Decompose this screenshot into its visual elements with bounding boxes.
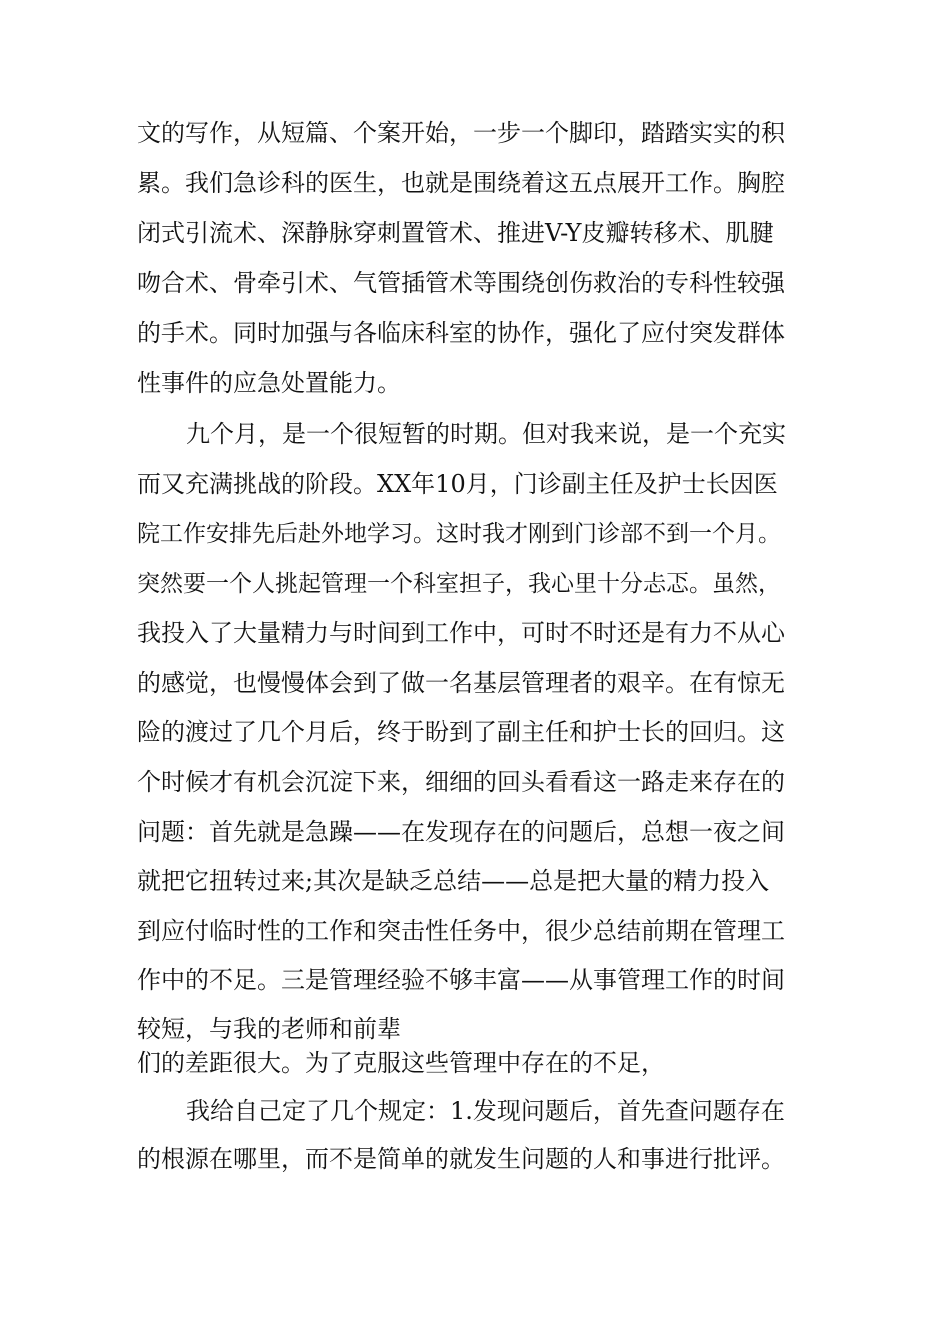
text-line-17: 到应付临时性的工作和突击性任务中，很少总结前期在管理工 [137,917,785,945]
text-line-12: 的感觉，也慢慢体会到了做一名基层管理者的艰辛。在有惊无 [137,669,785,697]
text-line-3: 闭式引流术、深静脉穿刺置管术、推进V-Y皮瓣转移术、肌腱 [137,219,774,247]
text-line-4: 吻合术、骨牵引术、气管插管术等围绕创伤救治的专科性较强 [137,269,785,297]
text-line-2: 累。我们急诊科的医生，也就是围绕着这五点展开工作。胸腔 [137,169,785,197]
text-line-11: 我投入了大量精力与时间到工作中，可时不时还是有力不从心 [137,619,785,647]
text-line-1: 文的写作，从短篇、个案开始，一步一个脚印，踏踏实实的积 [137,119,785,147]
text-line-20: 们的差距很大。为了克服这些管理中存在的不足， [137,1049,665,1077]
text-line-18: 作中的不足。三是管理经验不够丰富——从事管理工作的时间 [137,966,785,994]
text-line-6: 性事件的应急处置能力。 [137,369,401,397]
text-line-15: 问题：首先就是急躁——在发现存在的问题后，总想一夜之间 [137,818,785,846]
text-line-14: 个时候才有机会沉淀下来，细细的回头看看这一路走来存在的 [137,768,785,796]
text-line-22: 的根源在哪里，而不是简单的就发生问题的人和事进行批评。 [137,1145,785,1173]
paragraph-3-first-line: 我给自己定了几个规定：1.发现问题后，首先查问题存在 [186,1097,785,1125]
text-line-19: 较短，与我的老师和前辈 [137,1015,401,1043]
text-line-5: 的手术。同时加强与各临床科室的协作，强化了应付突发群体 [137,319,785,347]
paragraph-2-first-line: 九个月，是一个很短暂的时期。但对我来说，是一个充实 [186,420,786,448]
text-line-8: 而又充满挑战的阶段。XX年10月，门诊副主任及护士长因医 [137,470,778,498]
text-line-16: 就把它扭转过来;其次是缺乏总结——总是把大量的精力投入 [137,867,770,895]
text-line-10: 突然要一个人挑起管理一个科室担子，我心里十分忐忑。虽然， [137,571,781,597]
text-line-13: 险的渡过了几个月后，终于盼到了副主任和护士长的回归。这 [137,718,785,746]
text-line-9: 院工作安排先后赴外地学习。这时我才刚到门诊部不到一个月。 [137,521,781,547]
